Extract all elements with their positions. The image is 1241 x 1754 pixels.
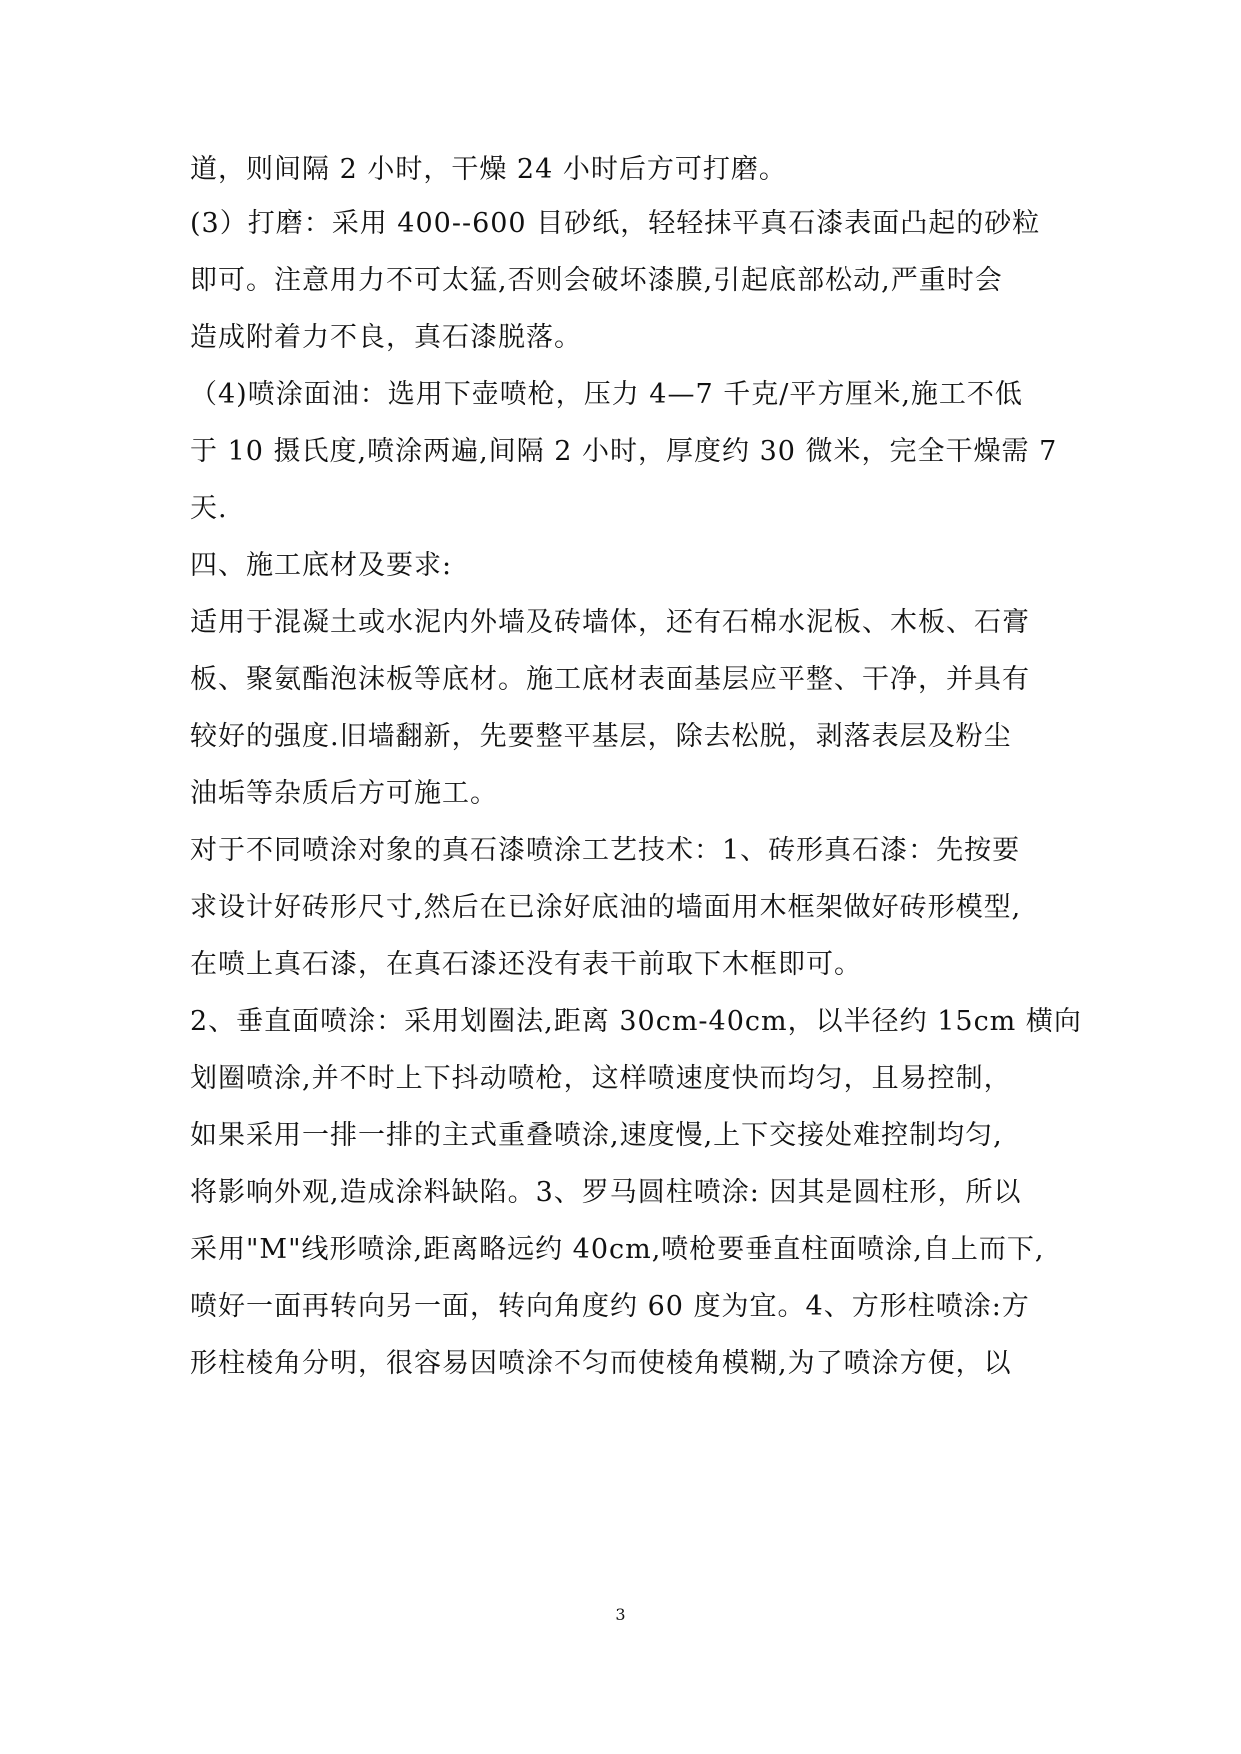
text-line: 于 10 摄氏度,喷涂两遍,间隔 2 小时，厚度约 30 微米，完全干燥需 7: [190, 436, 1058, 467]
text-line: 造成附着力不良，真石漆脱落。: [190, 322, 582, 353]
text-line: 将影响外观,造成涂料缺陷。3、罗马圆柱喷涂: 因其是圆柱形，所以: [190, 1177, 1022, 1208]
text-line: 油垢等杂质后方可施工。: [190, 778, 498, 809]
page-number: 3: [615, 1605, 626, 1624]
text-line: 道，则间隔 2 小时，干燥 24 小时后方可打磨。: [190, 154, 787, 185]
text-line: 适用于混凝土或水泥内外墙及砖墙体，还有石棉水泥板、木板、石膏: [190, 607, 1030, 638]
text-line: 2、垂直面喷涂：采用划圈法,距离 30cm-40cm，以半径约 15cm 横向: [190, 1006, 1082, 1037]
text-line: 在喷上真石漆，在真石漆还没有表干前取下木框即可。: [190, 949, 862, 980]
text-line: （4)喷涂面油：选用下壶喷枪，压力 4—7 千克/平方厘米,施工不低: [190, 379, 1023, 410]
text-line: 划圈喷涂,并不时上下抖动喷枪，这样喷速度快而均匀，且易控制，: [190, 1063, 1012, 1094]
text-line: 对于不同喷涂对象的真石漆喷涂工艺技术：1、砖形真石漆：先按要: [190, 835, 1021, 866]
text-line: 较好的强度.旧墙翻新，先要整平基层，除去松脱，剥落表层及粉尘: [190, 721, 1012, 752]
text-line: 天.: [190, 493, 228, 524]
text-line: 形柱棱角分明，很容易因喷涂不匀而使棱角模糊,为了喷涂方便，以: [190, 1348, 1012, 1379]
section-heading: 四、施工底材及要求:: [190, 550, 453, 581]
text-line: 求设计好砖形尺寸,然后在已涂好底油的墙面用木框架做好砖形模型,: [190, 892, 1022, 923]
text-line: (3）打磨：采用 400--600 目砂纸，轻轻抹平真石漆表面凸起的砂粒: [190, 208, 1041, 239]
text-line: 板、聚氨酯泡沫板等底材。施工底材表面基层应平整、干净，并具有: [190, 664, 1030, 695]
text-line: 喷好一面再转向另一面，转向角度约 60 度为宜。4、方形柱喷涂:方: [190, 1291, 1030, 1322]
text-line: 如果采用一排一排的主式重叠喷涂,速度慢,上下交接处难控制均匀,: [190, 1120, 1003, 1151]
text-line: 即可。注意用力不可太猛,否则会破坏漆膜,引起底部松动,严重时会: [190, 265, 1003, 296]
text-line: 采用"M"线形喷涂,距离略远约 40cm,喷枪要垂直柱面喷涂,自上而下,: [190, 1234, 1045, 1265]
